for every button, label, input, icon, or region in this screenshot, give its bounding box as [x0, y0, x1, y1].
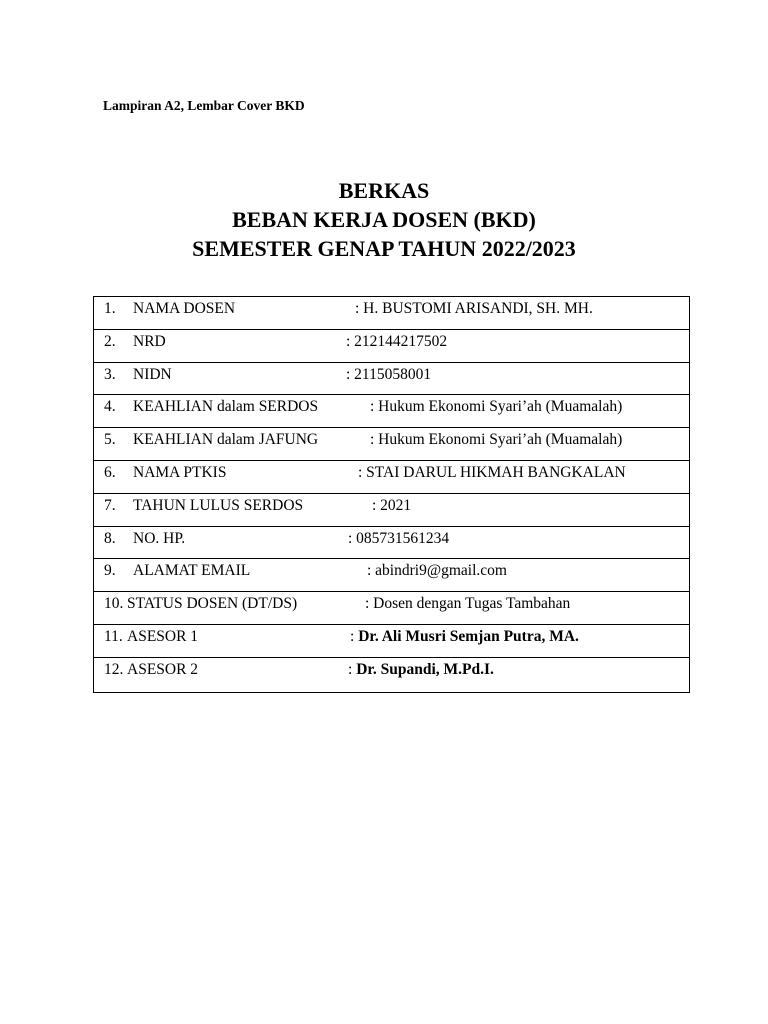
row-value: : Hukum Ekonomi Syari’ah (Muamalah): [370, 431, 623, 449]
row-number: 10.: [104, 595, 124, 613]
row-number: 3.: [104, 365, 116, 383]
row-label: STATUS DOSEN (DT/DS): [127, 595, 298, 613]
row-number: 11.: [104, 627, 123, 645]
row-value: : STAI DARUL HIKMAH BANGKALAN: [358, 463, 626, 481]
row-label: ALAMAT EMAIL: [133, 562, 251, 580]
attachment-caption: Lampiran A2, Lembar Cover BKD: [103, 98, 305, 113]
lecturer-info-table: [93, 296, 690, 693]
row-colon: :: [348, 660, 357, 678]
row-label: KEAHLIAN dalam SERDOS: [133, 398, 319, 416]
row-label: KEAHLIAN dalam JAFUNG: [133, 431, 319, 449]
table-row-nidn: [94, 363, 689, 396]
row-value: [350, 628, 579, 646]
row-value: : 2115058001: [346, 365, 432, 383]
row-number: 6.: [104, 463, 116, 481]
row-value: : 212144217502: [346, 332, 448, 350]
table-row-asesor-2: [94, 658, 689, 692]
row-value: : H. BUSTOMI ARISANDI, SH. MH.: [355, 300, 593, 317]
asesor-1-name: Dr. Ali Musri Semjan Putra, MA.: [358, 627, 579, 645]
row-number: 5.: [104, 431, 116, 449]
document-title: [0, 176, 768, 263]
table-row-nama-dosen: [94, 297, 689, 330]
row-number: 9.: [104, 562, 116, 580]
table-row-nrd: [94, 330, 689, 363]
row-label: NO. HP.: [133, 529, 186, 547]
row-number: 12.: [104, 660, 124, 678]
title-line-3: SEMESTER GENAP TAHUN 2022/2023: [192, 236, 576, 261]
table-row-status-dosen: [94, 592, 689, 625]
table-row-alamat-email: [94, 559, 689, 592]
row-value: : abindri9@gmail.com: [367, 562, 507, 580]
row-value: : 085731561234: [348, 529, 450, 547]
row-value: : Hukum Ekonomi Syari’ah (Muamalah): [370, 398, 623, 416]
row-number: 7.: [104, 496, 116, 514]
table-row-tahun-lulus: [94, 494, 689, 527]
row-number: 8.: [104, 529, 116, 547]
row-value: [348, 661, 494, 679]
table-row-keahlian-serdos: [94, 395, 689, 428]
row-label: ASESOR 1: [127, 627, 199, 645]
row-label: NAMA PTKIS: [133, 463, 227, 481]
table-row-nama-ptkis: [94, 461, 689, 494]
title-line-1: BERKAS: [338, 178, 430, 203]
row-label: ASESOR 2: [127, 660, 199, 678]
row-label: NAMA DOSEN: [133, 300, 236, 317]
row-value: : 2021: [372, 496, 412, 514]
row-colon: :: [350, 627, 359, 645]
row-label: TAHUN LULUS SERDOS: [133, 496, 304, 514]
asesor-2-name: Dr. Supandi, M.Pd.I.: [356, 660, 494, 678]
row-number: 1.: [104, 300, 116, 317]
row-number: 4.: [104, 398, 116, 416]
row-number: 2.: [104, 332, 116, 350]
row-label: NRD: [133, 332, 166, 350]
table-row-no-hp: [94, 527, 689, 560]
table-row-asesor-1: [94, 625, 689, 658]
row-label: NIDN: [133, 365, 172, 383]
title-line-2: BEBAN KERJA DOSEN (BKD): [232, 207, 536, 232]
row-value: : Dosen dengan Tugas Tambahan: [365, 595, 571, 613]
table-row-keahlian-jafung: [94, 428, 689, 461]
